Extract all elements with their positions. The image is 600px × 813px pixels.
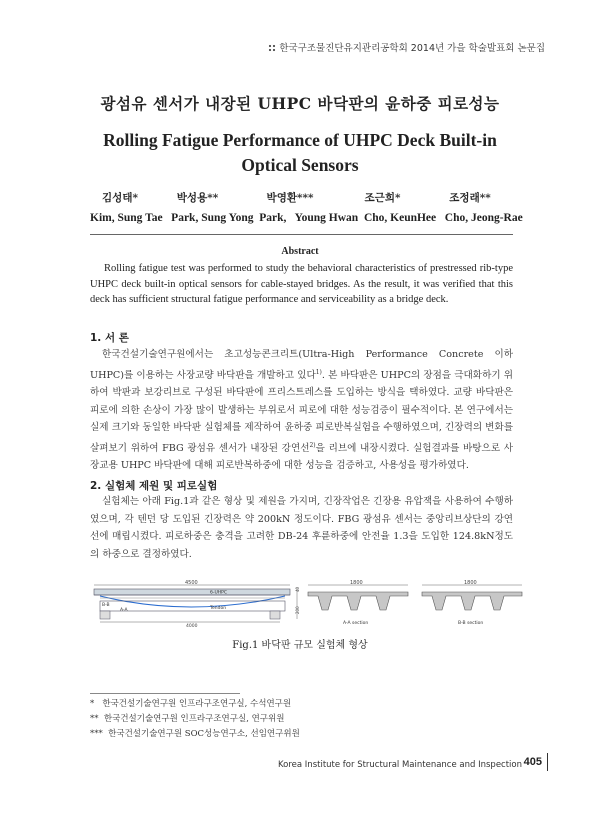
title-english	[0, 128, 600, 178]
header-text: 한국구조물진단유지관리공학회 2014년 가을 학술발표회 논문집	[279, 43, 545, 54]
section-b-view	[422, 580, 522, 626]
footer-text: Korea Institute for Structural Maintenance and Inspection	[278, 760, 522, 770]
abstract-title: Abstract	[281, 246, 319, 257]
footnote-divider	[90, 693, 240, 694]
dim-label: 200	[295, 606, 300, 614]
section2-body: 실험체는 아래 Fig.1과 같은 형상 및 제원을 가지며, 긴장작업은 긴장용 유압잭을 사용하여 수행하였으며, 각 텐던 당 도입된 긴장력은 약 200kN 정도이다. FBG 광섬유 센서는 중앙리브상단의 강연선에 매립시켰다. 피로하중은 충격을 고려한 DB-24 후륜하중에 안전율 1.3을 도입한 124.8kN정도의 하중으로 결정하였다.	[90, 496, 513, 560]
citation: 1)	[315, 368, 322, 376]
dim-label: 4000	[186, 624, 198, 629]
page-number: 405	[523, 756, 542, 768]
author-ko: 조정래**	[449, 192, 491, 204]
section2-title: 2. 실험체 제원 및 피로실험	[90, 480, 218, 492]
abstract-text: Rolling fatigue test was performed to study the behavioral characteristics of prestressed rib-type UHPC deck built-in optical sensors for cable-stayed bridges. As the result, it was verified that this deck has sufficient structural fatigue performance and serviceability as a bridge deck.	[90, 263, 513, 305]
dim-label: 4500	[185, 580, 198, 586]
bb-label: B-B	[102, 603, 110, 608]
dim-label: 1800	[464, 580, 477, 586]
section1-text: 을 리브에 내장시켰다. 실험결과를 바탕으로 사장교용 UHPC 바닥판에 대해 피로반복하중에 대한 성능을 검증하고, 사용성을 평가하였다.	[90, 442, 513, 472]
dots-icon	[268, 44, 276, 52]
uhpc-label: 6-UHPC	[210, 590, 228, 596]
figure-caption: Fig.1 바닥판 규모 실험체 형상	[232, 640, 368, 651]
author-ko: 박영환***	[266, 192, 314, 204]
elevation-view	[94, 580, 300, 629]
tendon-label: Tendon	[210, 606, 227, 611]
section-b-label: B-B section	[458, 621, 484, 626]
author-ko: 조근희*	[364, 192, 401, 204]
authors-english: Kim, Sung Tae Park, Sung Yong Park, Young Hwan Cho, KeunHee Cho, Jeong-Rae	[90, 212, 523, 224]
dim-label: 1800	[350, 580, 363, 586]
section1-title: 1. 서 론	[90, 332, 129, 344]
author-ko: 박성용**	[176, 192, 219, 204]
footnotes	[90, 697, 300, 742]
footnote: * 한국건설기술연구원 인프라구조연구실, 수석연구원	[90, 699, 292, 709]
footnote: *** 한국건설기술연구원 SOC성능연구소, 선임연구위원	[90, 729, 300, 739]
section1-text: 한국건설기술연구원에서는 초고성능콘크리트(Ultra-High Performance Concrete 이하 UHPC)를 이용하는 사장교량 바닥판을 개발하고 있다	[90, 349, 513, 381]
author-block	[90, 190, 523, 224]
divider	[90, 234, 513, 235]
dim-label: 40	[295, 586, 300, 592]
section1-text: . 본 바닥판은 UHPC의 장점을 극대화하기 위하여 박판과 보강리브로 구성된 바닥판에 프리스트레스를 도입하는 방식을 택하였다. 교량 바닥판은 피로에 의한 손상이 가장 많이 발생하는 부위로서 피로에 대한 성능검증이 필수적이다. 본 연구에서는 실제 크기와 동일한 바닥판 실험체를 제작하여 윤하중 피로반복실험을 수행하였으며, 긴장력의 변화를 살펴보기 위하여 FBG 광섬유 센서가 내장된 강연선	[90, 369, 513, 454]
figure-1-drawing	[90, 576, 530, 636]
section-a-view	[308, 580, 408, 626]
section1-body	[90, 346, 513, 475]
page-number-divider	[547, 753, 548, 771]
citation: 2)	[309, 441, 316, 449]
running-header	[268, 40, 545, 54]
authors-korean	[90, 190, 510, 208]
section-a-label: A-A section	[343, 621, 369, 626]
title-korean: 광섬유 센서가 내장된 UHPC 바닥판의 윤하중 피로성능	[100, 94, 500, 113]
aa-label: A-A	[120, 608, 128, 613]
title-english-line1: Rolling Fatigue Performance of UHPC Deck Built-in	[103, 130, 497, 150]
title-english-line2: Optical Sensors	[241, 155, 359, 175]
author-ko: 김성태*	[102, 192, 138, 204]
footnote: ** 한국건설기술연구원 인프라구조연구실, 연구위원	[90, 714, 285, 724]
